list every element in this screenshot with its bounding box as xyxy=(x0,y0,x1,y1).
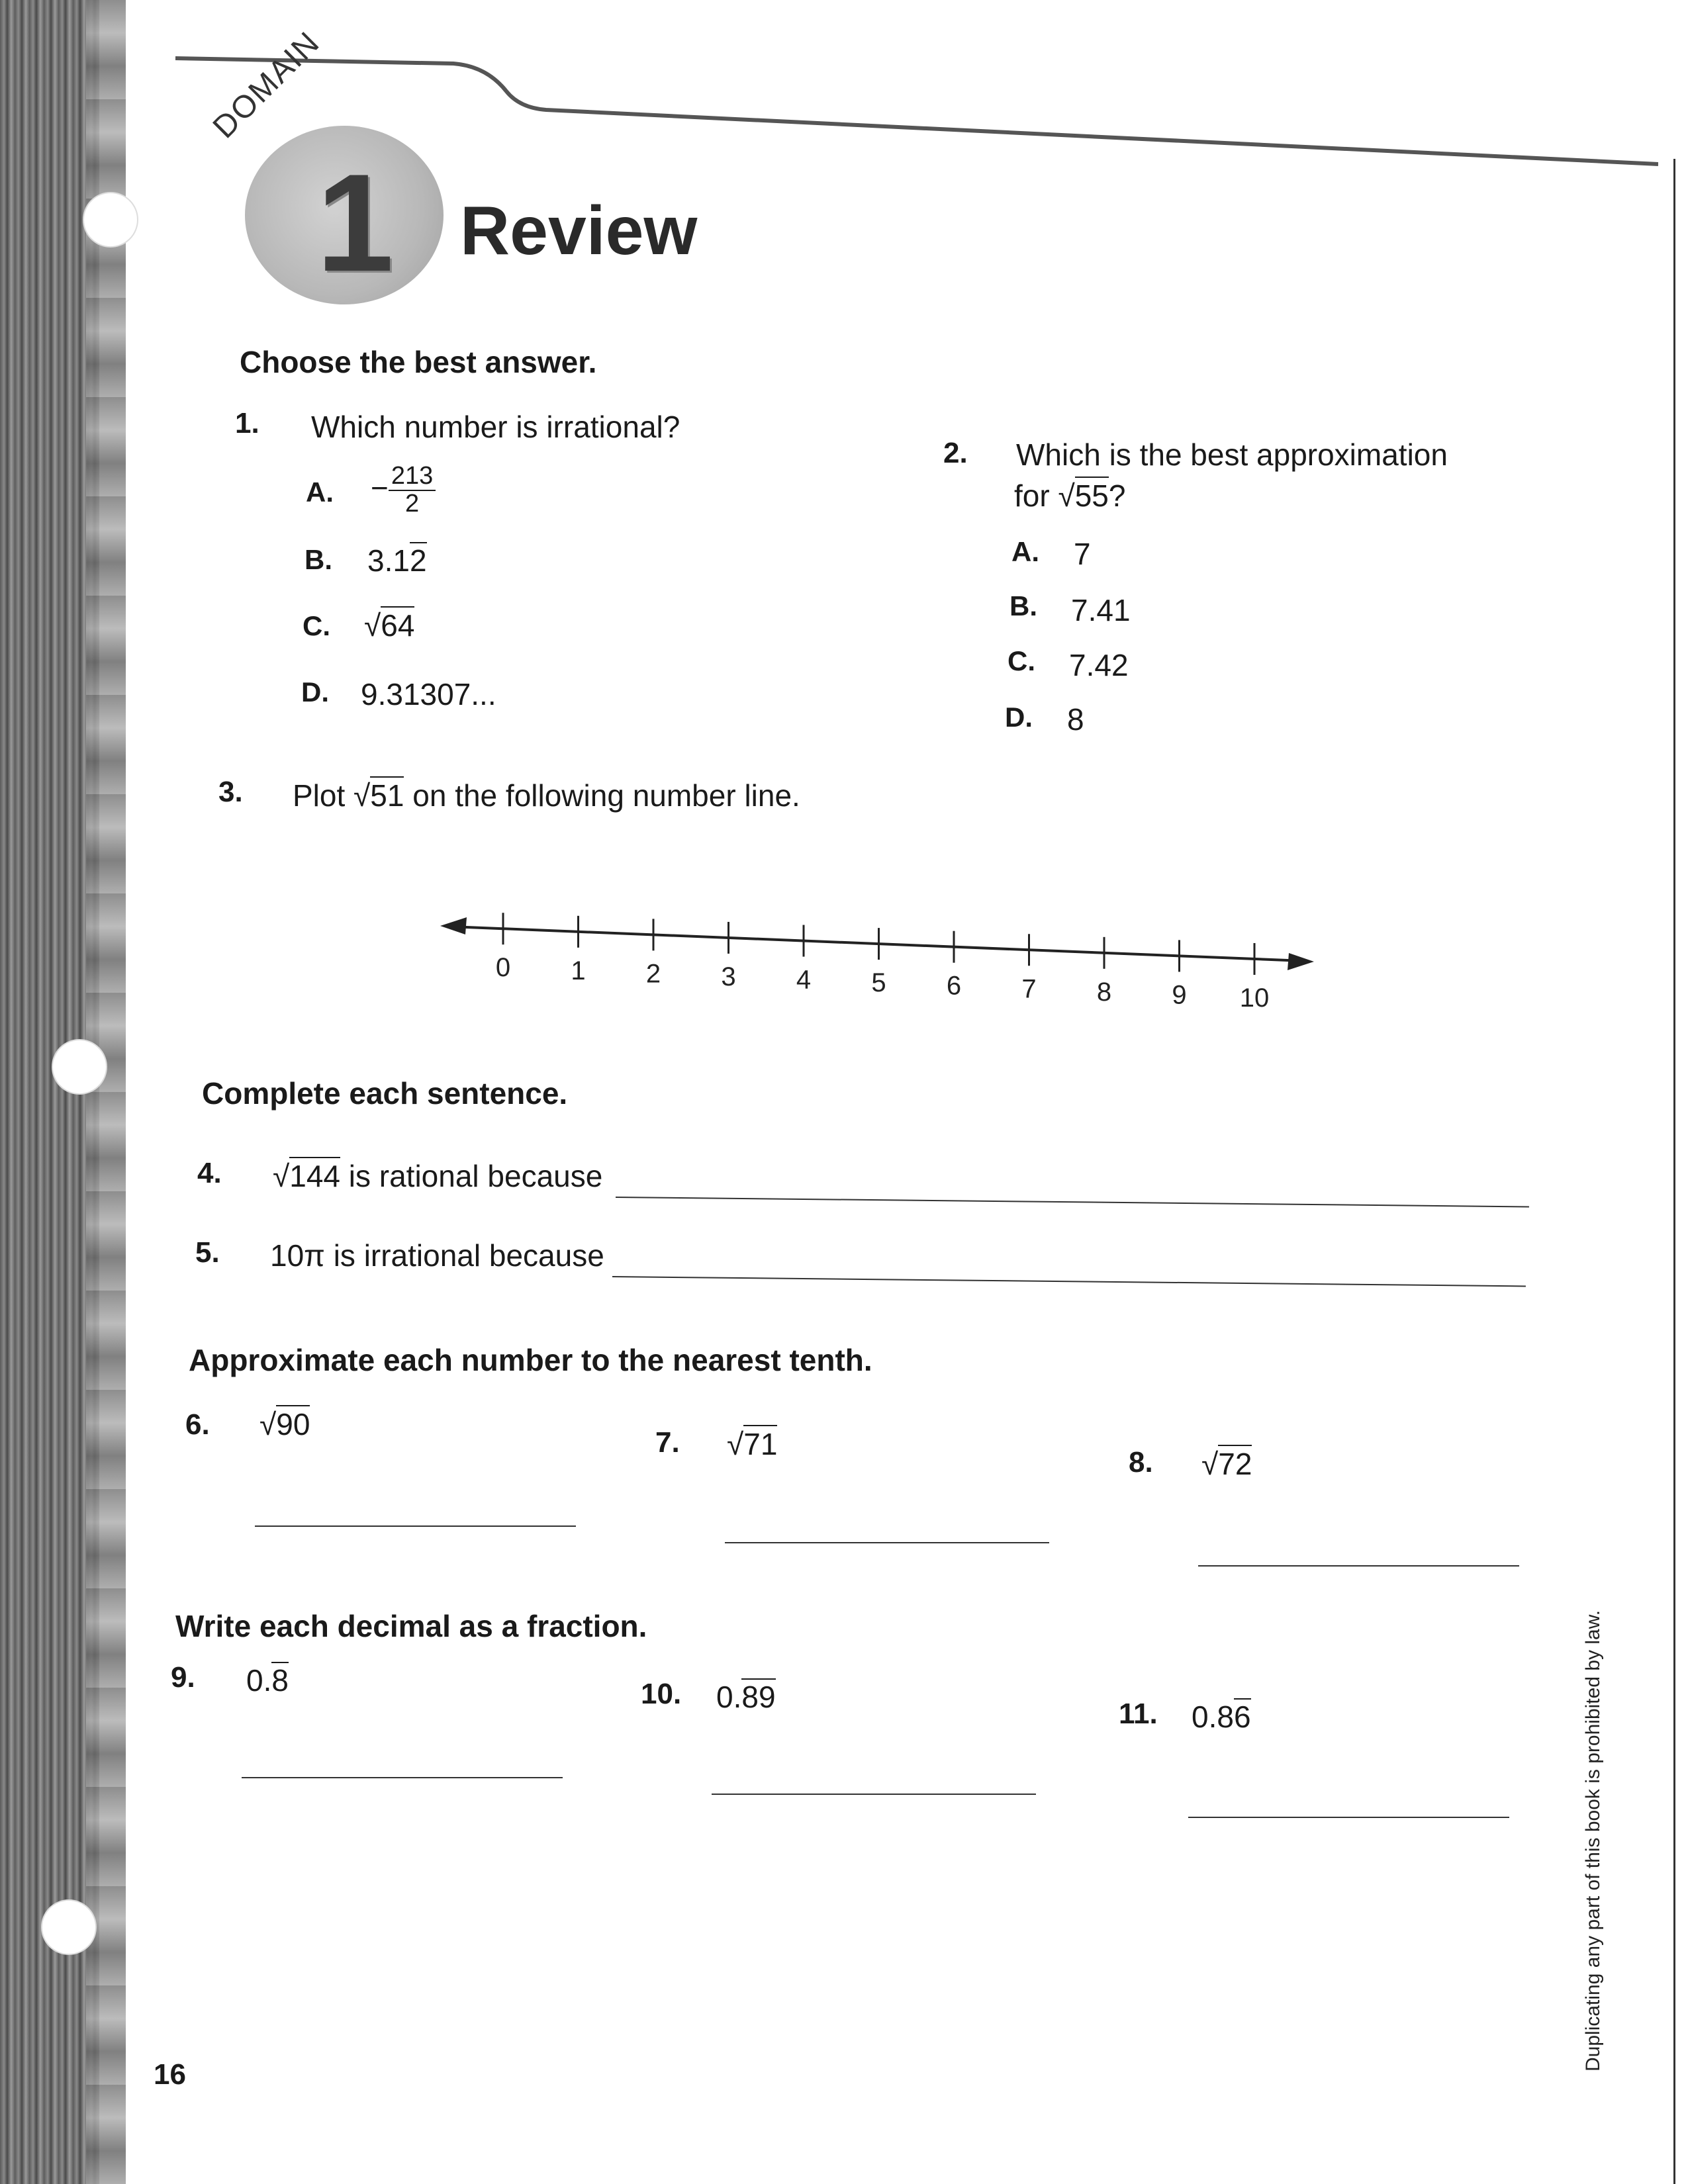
number-line-tick-label: 1 xyxy=(571,956,586,985)
q8-answer-line[interactable] xyxy=(1198,1565,1519,1567)
page-title: Review xyxy=(460,193,698,269)
q9-answer-line[interactable] xyxy=(242,1777,563,1778)
domain-number: 1 xyxy=(316,145,394,300)
q7-expression: √71 xyxy=(727,1426,777,1462)
page-number: 16 xyxy=(154,2058,186,2091)
binder-hole-bottom xyxy=(41,1899,97,1955)
q2-option-b-value: 7.41 xyxy=(1071,593,1131,627)
q2-text-line2: for √55? xyxy=(1014,478,1125,514)
domain-label: DOMAIN xyxy=(206,24,327,146)
binder-edge-shadow xyxy=(86,0,126,2184)
binder-hole-top xyxy=(83,192,138,248)
q1-option-b-value: 3.12 xyxy=(367,543,427,578)
number-line-tick-label: 7 xyxy=(1021,974,1037,1004)
number-line-tick-label: 6 xyxy=(946,971,962,1001)
section-heading-choose: Choose the best answer. xyxy=(240,345,597,379)
q1-option-b-label: B. xyxy=(305,544,332,575)
q10-number: 10. xyxy=(641,1678,682,1710)
copyright-notice: Duplicating any part of this book is prohibited by law. xyxy=(1582,1610,1604,2071)
q4-text: √144 is rational because xyxy=(273,1158,602,1194)
q1-option-d-label: D. xyxy=(301,676,329,707)
q1-option-a-value: − $\frac{213}{2}$ xyxy=(371,463,436,518)
q11-answer-line[interactable] xyxy=(1188,1817,1509,1818)
q1-text: Which number is irrational? xyxy=(311,410,680,444)
section-heading-write-fraction: Write each decimal as a fraction. xyxy=(175,1609,647,1643)
q4-number: 4. xyxy=(197,1157,222,1189)
q6-answer-line[interactable] xyxy=(255,1525,576,1527)
number-line-tick-label: 10 xyxy=(1239,983,1270,1013)
q10-expression: 0.89 xyxy=(716,1680,776,1714)
q1-option-a-label: A. xyxy=(306,477,334,508)
number-line-tick-label: 5 xyxy=(871,968,886,998)
q3-number: 3. xyxy=(218,776,243,808)
number-line-tick-label: 2 xyxy=(645,959,661,989)
q2-option-b-label: B. xyxy=(1009,590,1037,621)
q7-number: 7. xyxy=(655,1426,680,1459)
q2-number: 2. xyxy=(943,437,968,469)
q2-text-line1: Which is the best approximation xyxy=(1016,437,1448,472)
q1-option-d-value: 9.31307... xyxy=(361,677,496,711)
q9-number: 9. xyxy=(171,1661,195,1694)
binder-hole-middle xyxy=(52,1039,107,1095)
q10-answer-line[interactable] xyxy=(712,1794,1036,1795)
q6-expression: √90 xyxy=(259,1406,310,1442)
q2-option-d-value: 8 xyxy=(1067,702,1084,737)
q8-number: 8. xyxy=(1129,1446,1153,1479)
q7-answer-line[interactable] xyxy=(725,1542,1049,1543)
q2-option-c-value: 7.42 xyxy=(1069,648,1129,682)
q1-option-c-value: √64 xyxy=(364,608,414,643)
q5-text: 10π is irrational because xyxy=(270,1238,604,1273)
section-heading-approximate: Approximate each number to the nearest tenth. xyxy=(189,1343,872,1377)
q11-expression: 0.86 xyxy=(1192,1700,1251,1734)
q1-number: 1. xyxy=(235,407,259,439)
q2-option-a-label: A. xyxy=(1011,536,1039,567)
number-line-right-arrow xyxy=(1288,953,1314,970)
q5-answer-line[interactable] xyxy=(612,1276,1526,1287)
number-line-tick-label: 0 xyxy=(495,953,511,983)
q11-number: 11. xyxy=(1119,1698,1158,1730)
q4-answer-line[interactable] xyxy=(616,1197,1529,1207)
number-line-left-arrow xyxy=(440,917,467,934)
q3-text: Plot √51 on the following number line. xyxy=(293,778,800,813)
q2-option-a-value: 7 xyxy=(1074,537,1091,571)
q8-expression: √72 xyxy=(1201,1446,1252,1482)
number-line-tick-label: 9 xyxy=(1172,980,1187,1010)
number-line-tick-label: 4 xyxy=(796,965,812,995)
q6-number: 6. xyxy=(185,1408,210,1441)
q1-option-c-label: C. xyxy=(303,610,330,641)
page-right-border xyxy=(1673,159,1675,2184)
number-line-tick-label: 3 xyxy=(721,962,736,991)
number-line[interactable] xyxy=(437,907,1324,1019)
number-line-tick-label: 8 xyxy=(1096,977,1112,1007)
q5-number: 5. xyxy=(195,1236,220,1269)
q9-expression: 0.8 xyxy=(246,1663,289,1698)
q2-option-c-label: C. xyxy=(1008,645,1035,676)
section-heading-complete: Complete each sentence. xyxy=(202,1076,568,1111)
q2-option-d-label: D. xyxy=(1005,702,1033,733)
